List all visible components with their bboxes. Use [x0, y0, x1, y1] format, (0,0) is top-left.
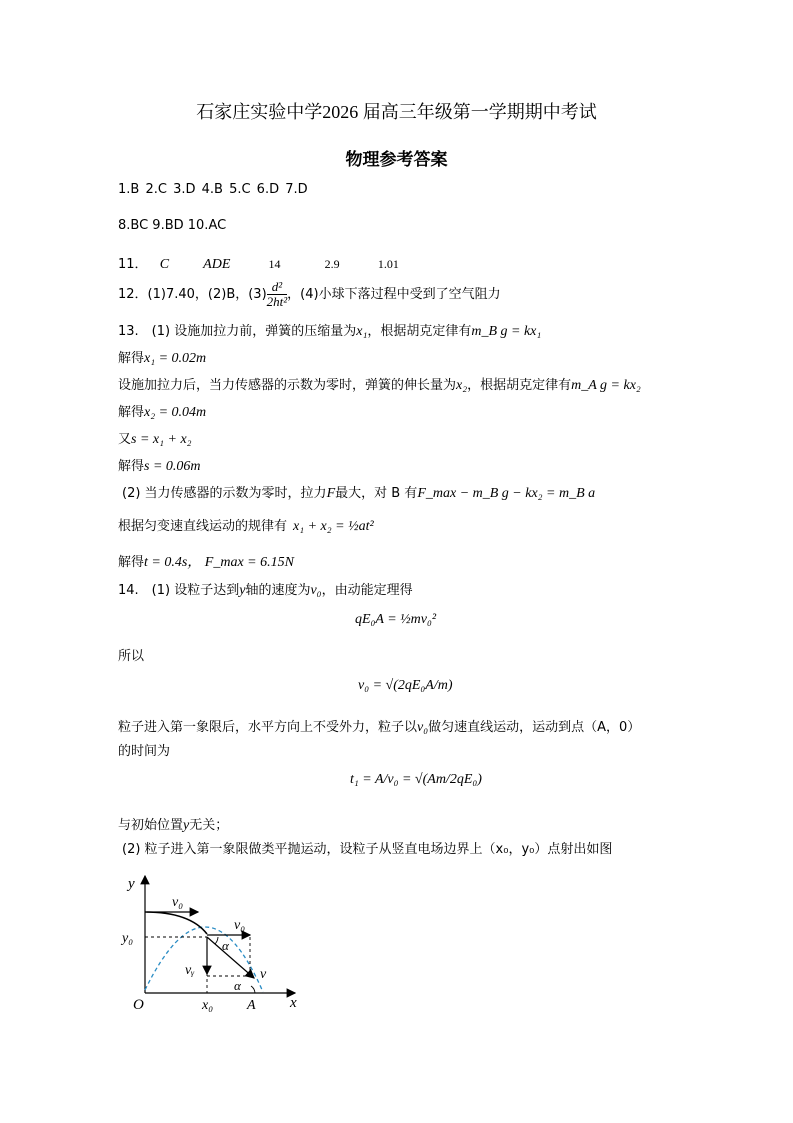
q14-equation-3: t₁ = A/v₀ = √(Am/2qE₀): [350, 772, 482, 787]
v-label: v: [260, 967, 267, 982]
q11-answer-5: 1.01: [377, 257, 399, 271]
angle-arc-top: [215, 937, 218, 944]
q13-line-6: [118, 455, 201, 475]
q14-line-5-text-b: 无关；: [189, 818, 229, 833]
page-title: 石家庄实验中学2026 届高三年级第一学期期中考试: [196, 102, 597, 122]
q14-line-4: 的时间为: [118, 744, 171, 759]
q13-var-F: F: [326, 486, 336, 501]
q12-text-1: 12．(1)7.40，(2)B，(3): [118, 287, 267, 302]
q14-line-1-text-c: ，由动能定理得: [321, 583, 413, 598]
q12-fraction-numerator: d²: [267, 280, 288, 295]
v0-top-label: v₀: [172, 895, 184, 910]
answers-line-1: 1.B 2.C 3.D 4.B 5.C 6.D 7.D: [118, 182, 308, 197]
q11-answer-2: ADE: [203, 257, 231, 272]
q13-line-5: [118, 428, 192, 448]
q13-line-1: [118, 320, 541, 340]
q13-line-8-text: 根据匀变速直线运动的规律有: [118, 519, 288, 534]
q13-line-1-text-b: ，根据胡克定律有: [367, 324, 472, 339]
q13-equation-9: t = 0.4s， F_max = 6.15N: [144, 555, 294, 570]
q12-row: [118, 280, 501, 309]
q11-answer-4: 2.9: [324, 257, 340, 271]
y0-label: y₀: [122, 931, 134, 946]
q13-line-3-text-b: ，根据胡克定律有: [467, 378, 572, 393]
q14-line-1: [118, 579, 413, 599]
q13-line-3-text: 设施加拉力后，当力传感器的示数为零时，弹簧的伸长量为: [118, 378, 457, 393]
trajectory-curve: [145, 912, 207, 934]
q13-equation-2: x₁ = 0.02m: [144, 351, 207, 366]
A-label: A: [247, 998, 256, 1013]
q11-answer-3: 14: [268, 257, 281, 271]
q14-line-3-text: 粒子进入第一象限后，水平方向上不受外力，粒子以: [118, 720, 418, 735]
q14-var-y-b: y: [183, 818, 190, 833]
q13-equation-3: m_A g = kx₂: [571, 378, 641, 393]
q13-line-7-text: (2) 当力传感器的示数为零时，拉力: [122, 486, 327, 501]
q14-var-y: y: [239, 583, 246, 598]
q12-text-2: ，(4)小球下落过程中受到了空气阻力: [287, 287, 501, 302]
origin-label: O: [133, 997, 144, 1013]
q11-row: [118, 253, 399, 273]
q13-equation-1: m_B g = kx₁: [471, 324, 542, 339]
q14-line-5: [118, 814, 228, 834]
q13-line-4-text: 解得: [118, 405, 145, 420]
q13-equation-8: x₁ + x₂ = ½at²: [293, 519, 374, 534]
q13-var-x1: x₁: [356, 324, 368, 339]
q13-line-6-text: 解得: [118, 459, 145, 474]
q14-var-v0: v₀: [310, 583, 322, 598]
answers-line-2: 8.BC 9.BD 10.AC: [118, 218, 227, 233]
vy-label: vᵧ: [185, 963, 195, 978]
q11-answer-1: C: [159, 257, 170, 272]
q13-line-7: [122, 482, 595, 502]
q13-equation-6: s = 0.06m: [144, 459, 201, 474]
q13-line-1-text: 13. (1) 设施加拉力前，弹簧的压缩量为: [118, 324, 357, 339]
q13-line-2: [118, 347, 206, 367]
x0-label: x₀: [202, 998, 214, 1013]
alpha-bottom-label: α: [234, 978, 241, 993]
q13-line-4: [118, 401, 206, 421]
q14-line-1-text: 14. (1) 设粒子达到: [118, 583, 240, 598]
v-arrow: [207, 937, 254, 978]
q14-line-3-text-b: 做匀速直线运动，运动到点（A，0）: [428, 720, 641, 735]
alpha-top-label: α: [222, 938, 229, 953]
q12-fraction-denominator: 2ht²: [266, 294, 288, 309]
q13-line-7-text-b: 最大，对 B 有: [335, 486, 418, 501]
q13-line-3: [118, 374, 641, 394]
page-subtitle: 物理参考答案: [345, 150, 448, 170]
q14-line-3: [118, 716, 640, 736]
v0-mid-label: v₀: [234, 918, 246, 933]
dashed-parabola: [145, 927, 263, 992]
y-axis-label: y: [128, 876, 135, 892]
q13-line-9-text: 解得: [118, 555, 145, 570]
trajectory-diagram: [110, 868, 310, 1013]
q13-equation-4: x₂ = 0.04m: [144, 405, 207, 420]
q13-line-8: [118, 515, 374, 535]
q14-equation-1: qE₀A = ½mv₀²: [355, 612, 437, 627]
q14-line-1-text-b: 轴的速度为: [245, 583, 311, 598]
q13-equation-7: F_max − m_B g − kx₂ = m_B a: [417, 486, 596, 501]
q13-var-x2: x₂: [456, 378, 468, 393]
q14-var-v0-b: v₀: [417, 720, 429, 735]
q14-line-2: 所以: [118, 649, 145, 664]
angle-arc-bottom: [251, 986, 255, 993]
q13-line-9: [118, 551, 294, 571]
x-axis-label: x: [290, 995, 297, 1011]
q14-line-5-text: 与初始位置: [118, 818, 184, 833]
q13-line-2-text: 解得: [118, 351, 145, 366]
q14-equation-2: v₀ = √(2qE₀A/m): [358, 678, 453, 693]
q13-line-5-text: 又: [118, 432, 132, 447]
q13-equation-5: s = x₁ + x₂: [131, 432, 192, 447]
q14-line-6: (2) 粒子进入第一象限做类平抛运动，设粒子从竖直电场边界上（x₀，y₀）点射出如图: [122, 842, 613, 857]
q12-fraction: [267, 280, 288, 309]
q11-number: 11．: [118, 257, 148, 272]
